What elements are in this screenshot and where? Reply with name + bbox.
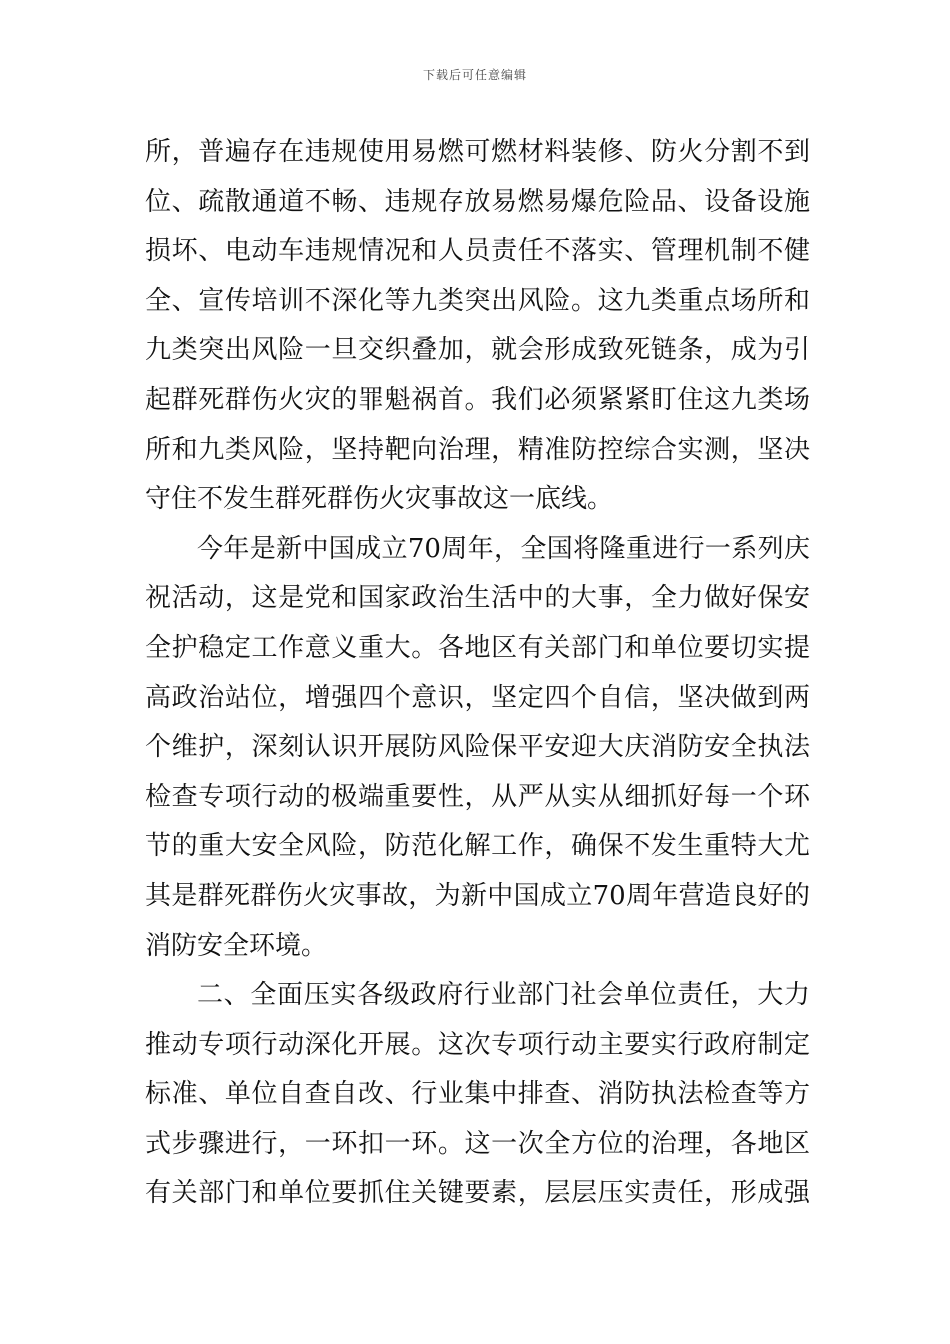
text-line: 位、疏散通道不畅、违规存放易燃易爆危险品、设备设施 [145, 186, 810, 217]
body-text [145, 128, 810, 1219]
text-line: 全护稳定工作意义重大。各地区有关部门和单位要切实提 [145, 632, 810, 663]
text-line: 损坏、电动车违规情况和人员责任不落实、管理机制不健 [145, 236, 810, 267]
text-line: 检查专项行动的极端重要性，从严从实从细抓好每一个环 [145, 781, 810, 812]
text-line: 今年是新中国成立70周年，全国将隆重进行一系列庆 [197, 533, 810, 564]
text-line: 式步骤进行，一环扣一环。这一次全方位的治理，各地区 [145, 1128, 810, 1159]
text-line: 二、全面压实各级政府行业部门社会单位责任，大力 [197, 980, 810, 1011]
text-line: 个维护，深刻认识开展防风险保平安迎大庆消防安全执法 [145, 732, 810, 763]
text-line: 守住不发生群死群伤火灾事故这一底线。 [145, 484, 614, 515]
text-line: 全、宣传培训不深化等九类突出风险。这九类重点场所和 [145, 285, 810, 316]
text-line: 其是群死群伤火灾事故，为新中国成立70周年营造良好的 [145, 880, 810, 911]
text-line: 消防安全环境。 [145, 930, 328, 961]
text-line: 九类突出风险一旦交织叠加，就会形成致死链条，成为引 [145, 335, 810, 366]
page-header: 下载后可任意编辑 [422, 68, 527, 82]
text-line: 高政治站位，增强四个意识，坚定四个自信，坚决做到两 [145, 682, 810, 713]
text-line: 祝活动，这是党和国家政治生活中的大事，全力做好保安 [145, 583, 810, 614]
text-line: 所和九类风险，坚持靶向治理，精准防控综合实测，坚决 [145, 434, 810, 465]
text-line: 起群死群伤火灾的罪魁祸首。我们必须紧紧盯住这九类场 [145, 384, 810, 415]
text-line: 有关部门和单位要抓住关键要素，层层压实责任，形成强 [145, 1178, 810, 1209]
text-line: 标准、单位自查自改、行业集中排查、消防执法检查等方 [145, 1079, 810, 1110]
text-line: 所，普遍存在违规使用易燃可燃材料装修、防火分割不到 [145, 137, 810, 167]
text-line: 推动专项行动深化开展。这次专项行动主要实行政府制定 [145, 1029, 810, 1060]
text-line: 节的重大安全风险，防范化解工作，确保不发生重特大尤 [145, 831, 810, 862]
